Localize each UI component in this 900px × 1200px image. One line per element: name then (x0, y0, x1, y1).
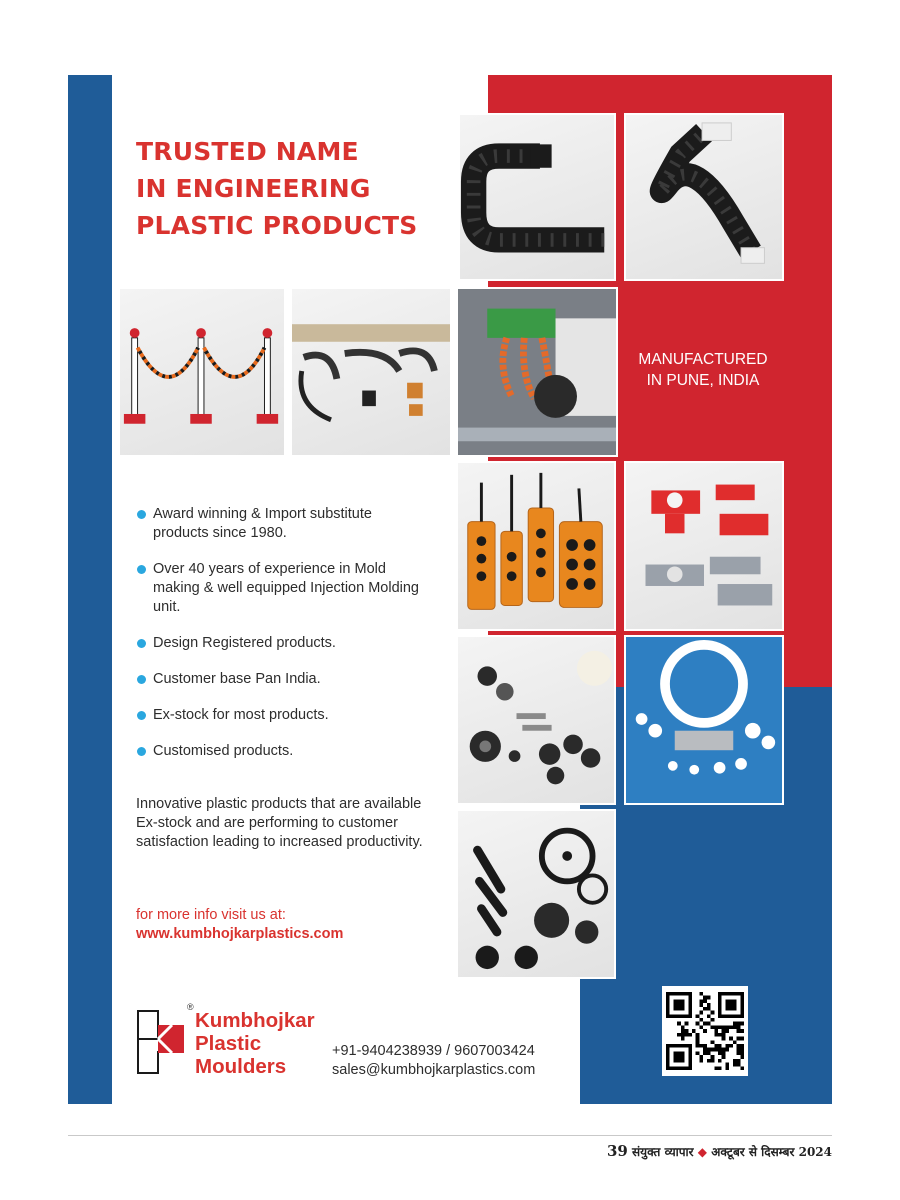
manufactured-line-2: IN PUNE, INDIA (646, 372, 760, 389)
headline-line-2: IN ENGINEERING (136, 174, 371, 203)
small-parts-photo (456, 635, 616, 805)
handles-handwheels-photo (456, 809, 616, 979)
headline (136, 133, 466, 244)
visit-info (136, 906, 436, 944)
headline-line-3: PLASTIC PRODUCTS (136, 211, 418, 240)
feature-list (136, 505, 426, 778)
cable-chain-photo (458, 113, 616, 281)
company-name (195, 1009, 315, 1078)
company-name-line-2: Plastic (195, 1032, 262, 1055)
diamond-icon: ◆ (697, 1145, 707, 1159)
feature-item: Customised products. (136, 742, 426, 761)
barrier-posts-photo (118, 287, 286, 457)
phone-numbers: +91-9404238939 / 9607003424 (332, 1043, 535, 1059)
contact-info (332, 1042, 535, 1080)
company-name-line-3: Moulders (195, 1055, 287, 1078)
visit-label: for more info visit us at: (136, 907, 286, 923)
company-logo (136, 1002, 336, 1080)
page-number: 39 (606, 1142, 628, 1160)
page-footer (607, 1142, 832, 1160)
footer-rule (68, 1135, 832, 1136)
washers-photo (624, 635, 784, 805)
pendant-controls-photo (456, 461, 616, 631)
email-link[interactable]: sales@kumbhojkarplastics.com (332, 1062, 536, 1078)
qr-code-icon (662, 986, 748, 1076)
feature-item: Ex-stock for most products. (136, 706, 426, 725)
feature-item: Design Registered products. (136, 634, 426, 653)
blue-side-bar (68, 75, 112, 1104)
website-link[interactable]: www.kumbhojkarplastics.com (136, 926, 344, 942)
feature-item: Customer base Pan India. (136, 670, 426, 689)
feature-item: Over 40 years of experience in Mold making & well equipped Injection Molding unit. (136, 560, 426, 617)
feature-item: Award winning & Import substitute products since 1980. (136, 505, 426, 543)
publication-name: संयुक्त व्यापार (632, 1145, 694, 1159)
advertisement (68, 75, 832, 1104)
mounting-blocks-photo (624, 461, 784, 631)
company-name-line-1: Kumbhojkar (195, 1009, 315, 1032)
manufactured-label (628, 349, 778, 391)
machine-coolant-photo (456, 287, 618, 457)
kpm-logo-icon (136, 1007, 188, 1077)
rail-hangers-photo (290, 287, 452, 457)
headline-line-1: TRUSTED NAME (136, 137, 359, 166)
issue-period: अक्टूबर से दिसम्बर 2024 (711, 1145, 832, 1159)
cable-chain-photo-2 (624, 113, 784, 281)
description-text: Innovative plastic products that are available Ex-stock and are performing to customer satisfaction leading to increased productivity. (136, 796, 423, 850)
registered-mark: ® (187, 1002, 194, 1012)
manufactured-line-1: MANUFACTURED (638, 351, 768, 368)
